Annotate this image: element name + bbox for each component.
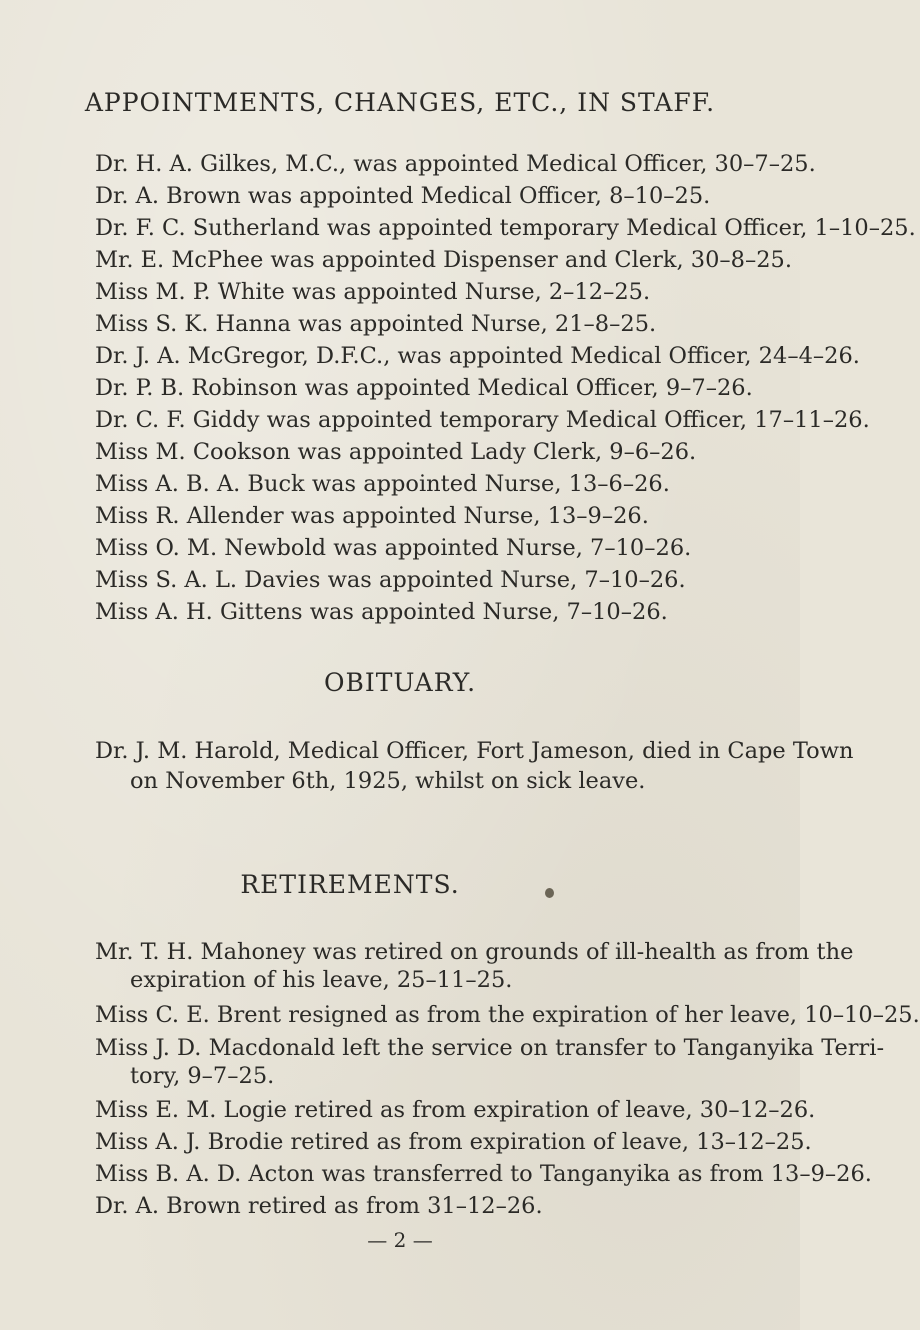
retirement-line: Mr. T. H. Mahoney was retired on grounds of ill-health as from the bbox=[95, 939, 854, 965]
appointment-line: Miss S. A. L. Davies was appointed Nurse, 7–10–26. bbox=[95, 567, 686, 593]
retirement-line: expiration of his leave, 25–11–25. bbox=[130, 967, 513, 993]
appointment-line: Miss A. B. A. Buck was appointed Nurse, 13–6–26. bbox=[95, 471, 670, 497]
obituary-line: Dr. J. M. Harold, Medical Officer, Fort Jameson, died in Cape Town bbox=[95, 738, 854, 764]
appointments-heading: APPOINTMENTS, CHANGES, ETC., IN STAFF. bbox=[84, 88, 716, 117]
appointment-line: Dr. H. A. Gilkes, M.C., was appointed Medical Officer, 30–7–25. bbox=[95, 151, 816, 177]
retirement-line: Miss J. D. Macdonald left the service on transfer to Tanganyika Terri- bbox=[95, 1035, 885, 1061]
appointment-line: Miss R. Allender was appointed Nurse, 13–9–26. bbox=[95, 503, 649, 529]
page-number: — 2 — bbox=[367, 1228, 433, 1252]
retirement-line: Miss B. A. D. Acton was transferred to Tanganyika as from 13–9–26. bbox=[95, 1161, 872, 1187]
appointment-line: Miss M. P. White was appointed Nurse, 2–12–25. bbox=[95, 279, 651, 305]
appointment-line: Dr. F. C. Sutherland was appointed temporary Medical Officer, 1–10–25. bbox=[95, 215, 916, 241]
retirement-line: Miss C. E. Brent resigned as from the expiration of her leave, 10–10–25. bbox=[95, 1002, 920, 1028]
appointment-line: Dr. J. A. McGregor, D.F.C., was appointed Medical Officer, 24–4–26. bbox=[95, 343, 860, 369]
appointment-line: Dr. P. B. Robinson was appointed Medical Officer, 9–7–26. bbox=[95, 375, 753, 401]
appointment-line: Miss A. H. Gittens was appointed Nurse, 7–10–26. bbox=[95, 599, 668, 625]
appointment-line: Miss M. Cookson was appointed Lady Clerk, 9–6–26. bbox=[95, 439, 697, 465]
retirement-line: Miss A. J. Brodie retired as from expiration of leave, 13–12–25. bbox=[95, 1129, 812, 1155]
appointment-line: Miss O. M. Newbold was appointed Nurse, 7–10–26. bbox=[95, 535, 692, 561]
obituary-line: on November 6th, 1925, whilst on sick leave. bbox=[130, 768, 646, 794]
appointment-line: Dr. C. F. Giddy was appointed temporary Medical Officer, 17–11–26. bbox=[95, 407, 870, 433]
retirement-line: tory, 9–7–25. bbox=[130, 1063, 275, 1089]
appointment-line: Miss S. K. Hanna was appointed Nurse, 21–8–25. bbox=[95, 311, 657, 337]
appointment-line: Mr. E. McPhee was appointed Dispenser and Clerk, 30–8–25. bbox=[95, 247, 793, 273]
ink-mark bbox=[545, 888, 554, 898]
appointment-line: Dr. A. Brown was appointed Medical Officer, 8–10–25. bbox=[95, 183, 711, 209]
retirement-line: Dr. A. Brown retired as from 31–12–26. bbox=[95, 1193, 543, 1219]
retirements-heading: RETIREMENTS. bbox=[240, 870, 460, 899]
obituary-heading: OBITUARY. bbox=[323, 668, 477, 697]
retirement-line: Miss E. M. Logie retired as from expiration of leave, 30–12–26. bbox=[95, 1097, 816, 1123]
